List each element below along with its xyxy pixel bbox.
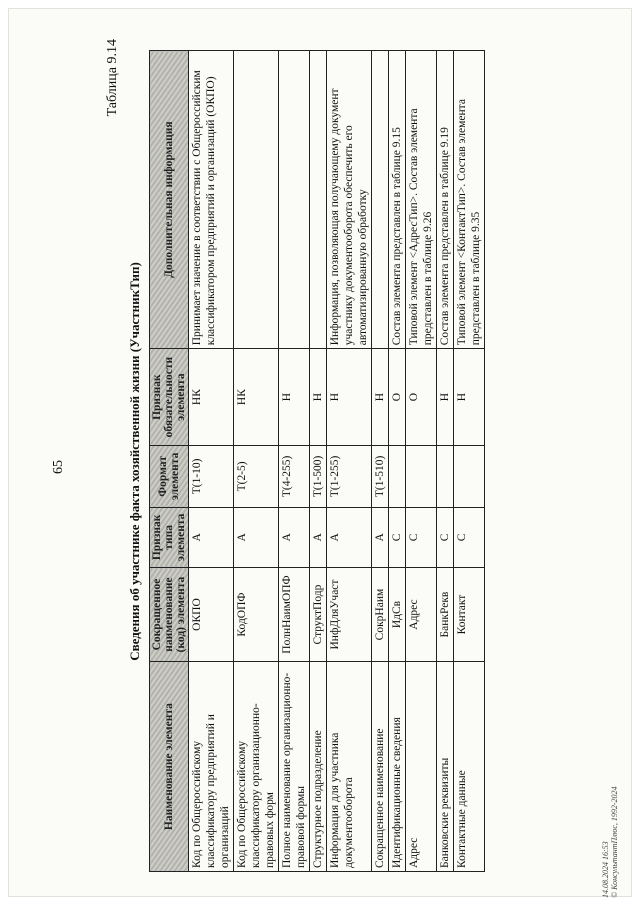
cell-info	[310, 51, 327, 349]
cell-required: НК	[234, 349, 279, 446]
cell-required: О	[389, 349, 406, 446]
cell-code: Адрес	[406, 567, 437, 661]
cell-info: Типовой элемент <КонтактТип>. Состав элемента представлен в таблице 9.35	[454, 51, 485, 349]
cell-type: А	[372, 507, 389, 567]
table-header-row	[150, 51, 189, 872]
table-label: Таблица 9.14	[105, 39, 120, 117]
header-name: Наименование элемента	[150, 662, 189, 872]
cell-required: Н	[454, 349, 485, 446]
cell-code: СокрНаим	[372, 567, 389, 661]
cell-required: Н	[327, 349, 372, 446]
cell-format	[389, 445, 406, 507]
table-title: Сведения об участнике факта хозяйственной жизни (УчастникТип)	[127, 262, 142, 661]
cell-format: T(1-255)	[327, 445, 372, 507]
cell-name: Сокращенное наименование	[372, 662, 389, 872]
cell-info: Принимает значение в соответствии с Общероссийским классификатором предприятий и организаций (ОКПО)	[189, 51, 234, 349]
cell-name: Полное наименование организационно-правовой формы	[279, 662, 310, 872]
header-code: Сокращенное наименование (код) элемента	[150, 567, 189, 661]
table-row	[389, 51, 406, 872]
cell-name: Идентификационные сведения	[389, 662, 406, 872]
cell-type: С	[406, 507, 437, 567]
header-info: Дополнительная информация	[150, 51, 189, 349]
cell-name: Контактные данные	[454, 662, 485, 872]
cell-format: T(1-10)	[189, 445, 234, 507]
cell-type: А	[310, 507, 327, 567]
cell-type: С	[389, 507, 406, 567]
cell-type: А	[327, 507, 372, 567]
cell-format: T(4-255)	[279, 445, 310, 507]
cell-info: Состав элемента представлен в таблице 9.15	[389, 51, 406, 349]
cell-code: ОКПО	[189, 567, 234, 661]
cell-info	[279, 51, 310, 349]
cell-code: ИдСв	[389, 567, 406, 661]
cell-code: ПолнНаимОПФ	[279, 567, 310, 661]
header-required: Признак обязательности элемента	[150, 349, 189, 446]
cell-code: КодОПФ	[234, 567, 279, 661]
table-row	[372, 51, 389, 872]
cell-required: О	[406, 349, 437, 446]
cell-name: Код по Общероссийскому классификатору предприятий и организаций	[189, 662, 234, 872]
cell-name: Код по Общероссийскому классификатору организационно-правовых форм	[234, 662, 279, 872]
cell-info: Информация, позволяющая получающему документ участнику документооборота обеспечить его автоматизированную обработку	[327, 51, 372, 349]
table-row	[406, 51, 437, 872]
cell-format	[406, 445, 437, 507]
cell-type: А	[189, 507, 234, 567]
cell-format	[437, 445, 454, 507]
document-page	[8, 8, 632, 897]
table-row	[234, 51, 279, 872]
table-row	[279, 51, 310, 872]
cell-type: А	[234, 507, 279, 567]
signature-source: © КонсультантПлюс, 1992-2024	[610, 786, 619, 898]
cell-code: Контакт	[454, 567, 485, 661]
table-row	[454, 51, 485, 872]
rotated-content	[9, 9, 640, 914]
header-format: Формат элемента	[150, 445, 189, 507]
cell-name: Адрес	[406, 662, 437, 872]
cell-required: Н	[372, 349, 389, 446]
cell-info	[234, 51, 279, 349]
cell-required: Н	[279, 349, 310, 446]
table-row	[437, 51, 454, 872]
cell-info: Типовой элемент <АдресТип>. Состав элемента представлен в таблице 9.26	[406, 51, 437, 349]
table-row	[189, 51, 234, 872]
cell-code: ИнфДляУчаст	[327, 567, 372, 661]
table-row	[310, 51, 327, 872]
cell-format: T(1-510)	[372, 445, 389, 507]
elements-table	[149, 50, 485, 872]
cell-type: С	[454, 507, 485, 567]
cell-name: Информация для участника документооборота	[327, 662, 372, 872]
table-row	[327, 51, 372, 872]
cell-format	[454, 445, 485, 507]
page-number: 65	[51, 460, 66, 474]
cell-code: БанкРекв	[437, 567, 454, 661]
cell-format: T(1-500)	[310, 445, 327, 507]
cell-format: T(2-5)	[234, 445, 279, 507]
cell-code: СтруктПодр	[310, 567, 327, 661]
print-signature	[601, 786, 619, 898]
cell-name: Банковские реквизиты	[437, 662, 454, 872]
cell-required: Н	[310, 349, 327, 446]
cell-required: Н	[437, 349, 454, 446]
cell-info: Состав элемента представлен в таблице 9.19	[437, 51, 454, 349]
signature-date: 14.08.2024 16:53	[601, 841, 610, 898]
cell-type: С	[437, 507, 454, 567]
cell-name: Структурное подразделение	[310, 662, 327, 872]
cell-type: А	[279, 507, 310, 567]
cell-info	[372, 51, 389, 349]
cell-required: НК	[189, 349, 234, 446]
header-type: Признак типа элемента	[150, 507, 189, 567]
